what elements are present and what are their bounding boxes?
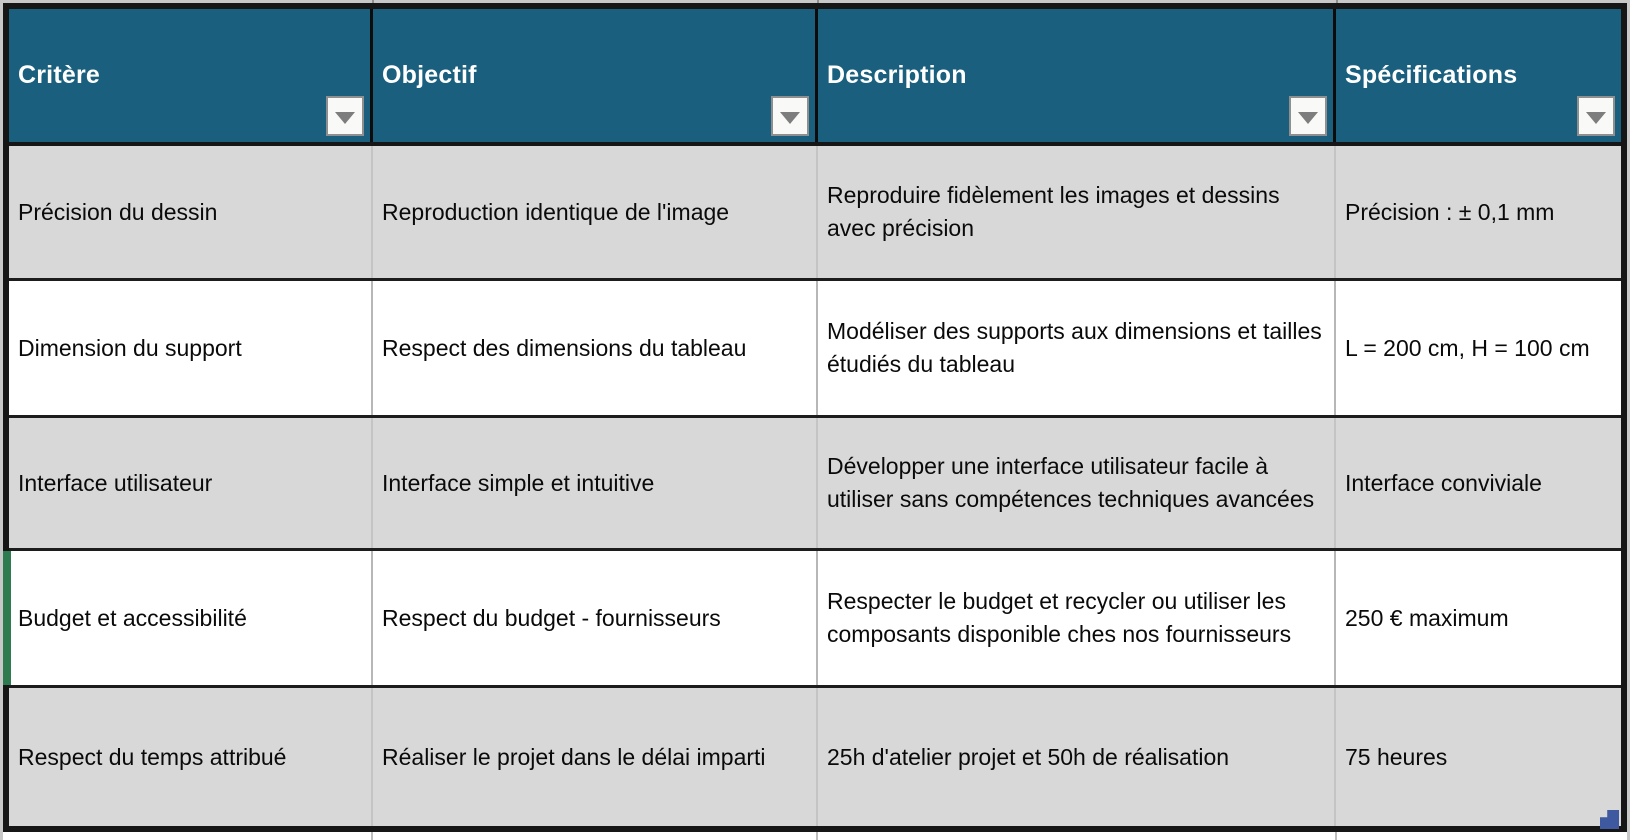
column-header-label: Critère xyxy=(18,61,100,89)
table-cell[interactable] xyxy=(9,551,373,685)
cell-text: Dimension du support xyxy=(18,334,242,361)
table-cell[interactable] xyxy=(1336,688,1621,826)
table-row xyxy=(9,418,1621,551)
cell-text: Budget et accessibilité xyxy=(18,604,247,631)
header-cell-specifications[interactable] xyxy=(1336,9,1621,142)
cell-text: Précision du dessin xyxy=(18,198,218,225)
table-cell[interactable] xyxy=(1336,418,1621,548)
table-cell[interactable] xyxy=(818,551,1336,685)
table-row xyxy=(9,281,1621,418)
triangle-down-icon xyxy=(1298,112,1318,124)
table-cell[interactable] xyxy=(818,146,1336,278)
table-row xyxy=(9,688,1621,826)
table-header-row xyxy=(9,9,1621,146)
grid-line xyxy=(1335,832,1337,840)
table-cell[interactable] xyxy=(9,281,373,415)
grid-line xyxy=(371,832,373,840)
row-selection-edge xyxy=(3,551,11,685)
table-cell[interactable] xyxy=(818,418,1336,548)
cell-text: 25h d'atelier projet et 50h de réalisation xyxy=(827,743,1230,770)
table-row xyxy=(9,146,1621,281)
cell-text: 75 heures xyxy=(1345,743,1448,770)
cell-text: L = 200 cm, H = 100 cm xyxy=(1345,334,1590,361)
triangle-down-icon xyxy=(335,112,355,124)
cell-text: Précision : ± 0,1 mm xyxy=(1345,198,1555,225)
filter-dropdown-button[interactable] xyxy=(1289,96,1327,136)
cell-text: Développer une interface utilisateur facile à utiliser sans compétences techniques avancées xyxy=(827,453,1315,512)
triangle-down-icon xyxy=(1586,112,1606,124)
column-header-label: Description xyxy=(827,61,967,89)
filter-dropdown-button[interactable] xyxy=(1577,96,1615,136)
grid-line xyxy=(816,832,818,840)
column-header-label: Spécifications xyxy=(1345,61,1518,89)
table-cell[interactable] xyxy=(9,688,373,826)
table-cell[interactable] xyxy=(373,281,818,415)
table-row xyxy=(9,551,1621,688)
cell-text: Respect du budget - fournisseurs xyxy=(382,604,721,631)
table-cell[interactable] xyxy=(373,146,818,278)
header-cell-description[interactable] xyxy=(818,9,1336,142)
filter-dropdown-button[interactable] xyxy=(771,96,809,136)
cell-text: 250 € maximum xyxy=(1345,604,1509,631)
column-header-label: Objectif xyxy=(382,61,477,89)
cell-text: Respect du temps attribué xyxy=(18,743,287,770)
table-cell[interactable] xyxy=(9,418,373,548)
cell-text: Interface conviviale xyxy=(1345,469,1542,496)
table-cell[interactable] xyxy=(818,688,1336,826)
header-cell-critere[interactable] xyxy=(9,9,373,142)
table-cell[interactable] xyxy=(1336,146,1621,278)
cell-text: Reproduction identique de l'image xyxy=(382,198,730,225)
cell-text: Modéliser des supports aux dimensions et tailles étudiés du tableau xyxy=(827,318,1322,377)
cell-text: Respecter le budget et recycler ou utiliser les composants disponible ches nos fournisseurs xyxy=(827,588,1292,647)
table-cell[interactable] xyxy=(373,551,818,685)
cell-text: Réaliser le projet dans le délai imparti xyxy=(382,743,766,770)
cell-text: Respect des dimensions du tableau xyxy=(382,334,747,361)
header-cell-objectif[interactable] xyxy=(373,9,818,142)
table-cell[interactable] xyxy=(373,688,818,826)
table-cell[interactable] xyxy=(9,146,373,278)
cell-text: Interface simple et intuitive xyxy=(382,469,655,496)
filter-dropdown-button[interactable] xyxy=(326,96,364,136)
cell-text: Interface utilisateur xyxy=(18,469,213,496)
next-row-partial xyxy=(3,832,1627,840)
table-cell[interactable] xyxy=(1336,281,1621,415)
table-cell[interactable] xyxy=(1336,551,1621,685)
table-cell[interactable] xyxy=(373,418,818,548)
criteria-table xyxy=(3,3,1627,832)
table-cell[interactable] xyxy=(818,281,1336,415)
triangle-down-icon xyxy=(780,112,800,124)
cell-text: Reproduire fidèlement les images et dessins avec précision xyxy=(827,182,1280,241)
